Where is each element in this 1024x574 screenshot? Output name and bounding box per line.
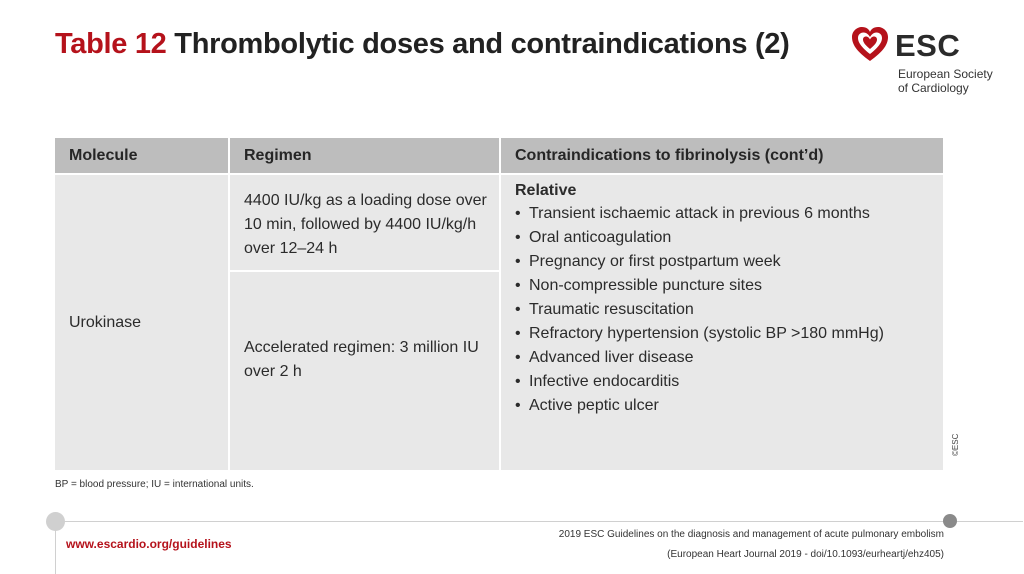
heart-logo-icon: [850, 26, 890, 64]
molecule-cell: Urokinase: [55, 175, 230, 472]
esc-logo: [850, 26, 1000, 96]
abbreviation-footnote: BP = blood pressure; IU = international units.: [55, 479, 254, 490]
regimen-cell-accelerated: Accelerated regimen: 3 million IU over 2 h: [230, 272, 501, 472]
table-number: Table 12: [55, 28, 167, 60]
copyright-mark: ©ESC: [951, 433, 960, 456]
header-contraindications: Contraindications to fibrinolysis (cont’d): [501, 138, 945, 175]
regimen-cell-loading: 4400 IU/kg as a loading dose over 10 min, followed by 4400 IU/kg/h over 12–24 h: [230, 175, 501, 272]
list-item: • Oral anticoagulation: [515, 226, 933, 250]
logo-name-line2: of Cardiology: [898, 81, 969, 95]
relative-heading: Relative: [515, 182, 577, 199]
slide-title: [55, 28, 790, 61]
citation-line-1: 2019 ESC Guidelines on the diagnosis and management of acute pulmonary embolism: [558, 529, 944, 540]
decorative-dot-right: [943, 514, 957, 528]
header-regimen: Regimen: [230, 138, 501, 175]
list-item: • Advanced liver disease: [515, 346, 933, 370]
footer-divider: [55, 521, 1023, 522]
list-item: • Non-compressible puncture sites: [515, 274, 933, 298]
table-title-text: Thrombolytic doses and contraindications (2): [174, 28, 790, 60]
contraindications-cell: [501, 175, 945, 472]
logo-abbreviation: ESC: [895, 28, 961, 63]
list-item: • Active peptic ulcer: [515, 394, 933, 418]
citation-line-2: (European Heart Journal 2019 - doi/10.1093/eurheartj/ehz405): [667, 549, 944, 560]
logo-name-line1: European Society: [898, 67, 993, 81]
decorative-dot-left: [46, 512, 65, 531]
footer-vertical-line: [55, 530, 56, 574]
header-molecule: Molecule: [55, 138, 230, 175]
list-item: • Infective endocarditis: [515, 370, 933, 394]
list-item: • Refractory hypertension (systolic BP >180 mmHg): [515, 322, 933, 346]
list-item: • Transient ischaemic attack in previous 6 months: [515, 202, 933, 226]
contraindication-list: [515, 202, 933, 418]
guidelines-link[interactable]: www.escardio.org/guidelines: [66, 537, 232, 551]
contraindications-table: [55, 138, 945, 472]
list-item: • Pregnancy or first postpartum week: [515, 250, 933, 274]
list-item: • Traumatic resuscitation: [515, 298, 933, 322]
